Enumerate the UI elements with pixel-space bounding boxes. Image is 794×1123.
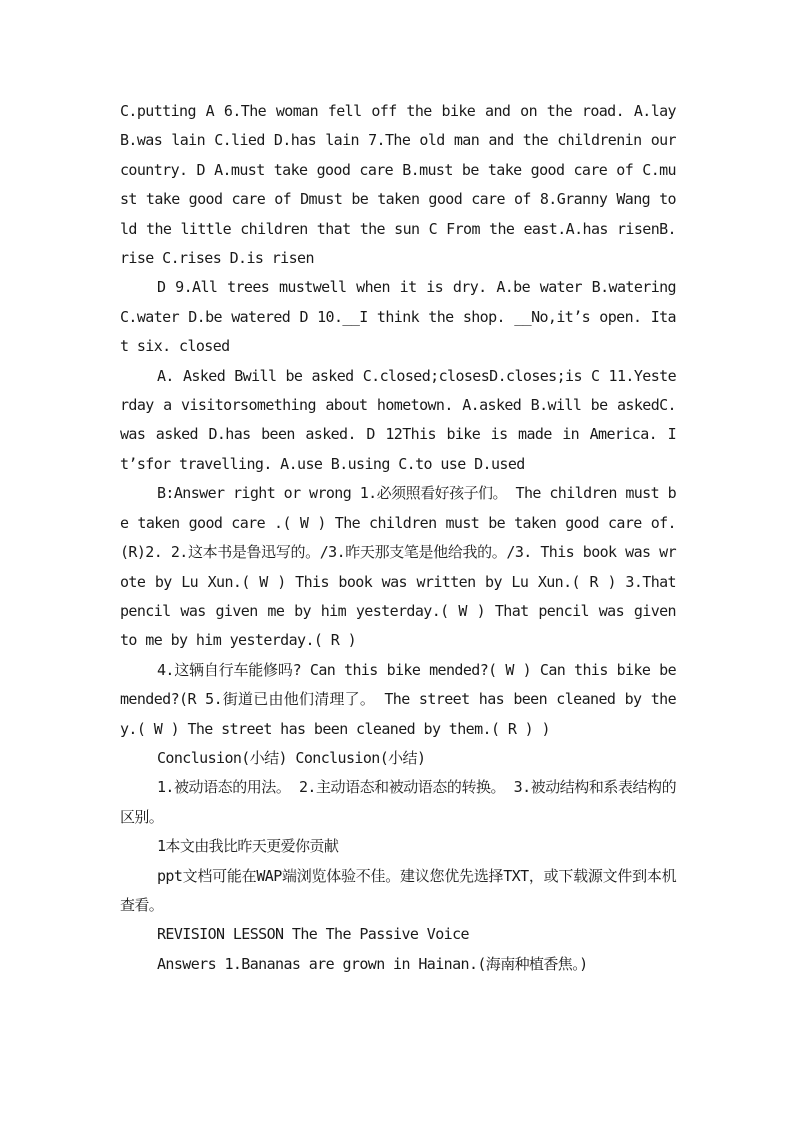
paragraph-4: B:Answer right or wrong 1.必须照看好孩子们。 The children must be taken good care .( W ) The children must be taken good care of.(R)2. 2.这本书是鲁迅写的。/3.昨天那支笔是他给我的。/3. This book was wrote by Lu Xun.( W ) This book was written by Lu Xun.( R ) 3.That pencil was given me by him yesterday.( W ) That pencil was given to me by him yesterday.( R ) [120,484,676,650]
paragraph-8: 1本文由我比昨天更爱你贡献 [157,837,339,856]
document-page [120,97,676,979]
paragraph-9: ppt文档可能在WAP端浏览体验不佳。建议您优先选择TXT，或下载源文件到本机查看。 [120,866,676,914]
paragraph-7: 1.被动语态的用法。 2.主动语态和被动语态的转换。 3.被动结构和系表结构的区别。 [120,778,676,826]
paragraph-11: Answers 1.Bananas are grown in Hainan.(海南种植香焦。) [157,954,588,973]
paragraph-2: D 9.All trees mustwell when it is dry. A.be water B.watering C.water D.be watered D 10.__I think the shop. __No,it’s open. Itat six. closed [120,278,676,356]
paragraph-5: 4.这辆自行车能修吗? Can this bike mended?( W ) Can this bike be mended?(R 5.街道已由他们清理了。 The street has been cleaned by they.( W ) The street has been cleaned by them.( R ) ) [120,660,676,738]
paragraph-6: Conclusion(小结) Conclusion(小结) [157,748,426,767]
paragraph-3: A. Asked Bwill be asked C.closed;closesD.closes;is C 11.Yesterday a visitorsomething about hometown. A.asked B.will be askedC.was asked D.has been asked. D 12This bike is made in America. It’sfor travelling. A.use B.using C.to use D.used [120,366,676,473]
paragraph-1: C.putting A 6.The woman fell off the bike and on the road. A.lay B.was lain C.lied D.has lain 7.The old man and the childrenin our country. D A.must take good care B.must be take good care of C.must take good care of Dmust be taken good care of 8.Granny Wang told the little children that the sun C From the east.A.has risenB.rise C.rises D.is risen [120,102,676,268]
paragraph-10: REVISION LESSON The The Passive Voice [157,925,469,944]
